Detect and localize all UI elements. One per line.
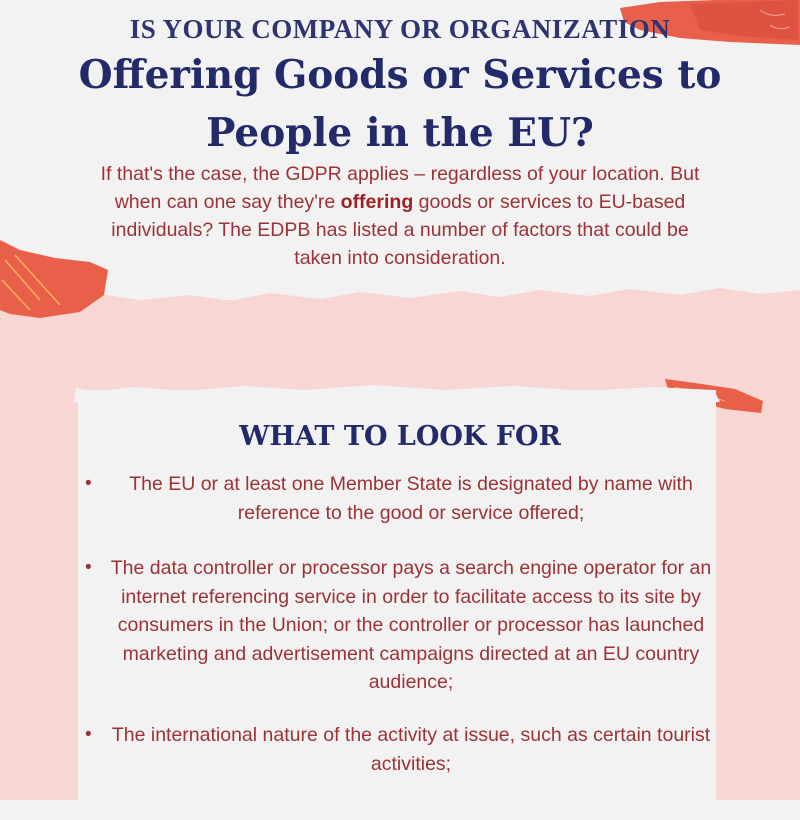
bullet-icon: • <box>85 557 92 578</box>
section-title: WHAT TO LOOK FOR <box>239 421 561 452</box>
factor-text: The EU or at least one Member State is designated by name with reference to the good or service offered; <box>129 473 693 524</box>
page-title: Offering Goods or Services to People in the EU? <box>78 52 722 156</box>
intro-text: goods or services to EU-based individuals? The EDPB has listed a number of factors that could be taken into consideration. <box>111 191 689 269</box>
factor-text: The international nature of the activity at issue, such as certain tourist activities; <box>111 724 711 775</box>
list-item <box>85 721 715 778</box>
header-kicker: IS YOUR COMPANY OR ORGANIZATION <box>129 14 671 44</box>
bullet-icon: • <box>85 724 92 745</box>
factor-text: The data controller or processor pays a search engine operator for an internet referencing service in order to facilitate access to its site by consumers in the Union; or the controller or processor has launched marketing and advertisement campaigns directed at an EU country audience; <box>110 557 712 693</box>
intro-text: If that's the case, the GDPR applies – regardless of your location. But when can one say they're <box>100 163 700 213</box>
intro-emphasis: offering <box>340 191 414 213</box>
bullet-icon: • <box>85 473 92 494</box>
torn-paper-decoration <box>0 240 110 320</box>
torn-paper-edge <box>0 268 800 328</box>
intro-paragraph <box>95 160 705 272</box>
list-item <box>85 470 715 527</box>
list-item <box>85 554 715 697</box>
card-torn-edge <box>74 378 722 402</box>
